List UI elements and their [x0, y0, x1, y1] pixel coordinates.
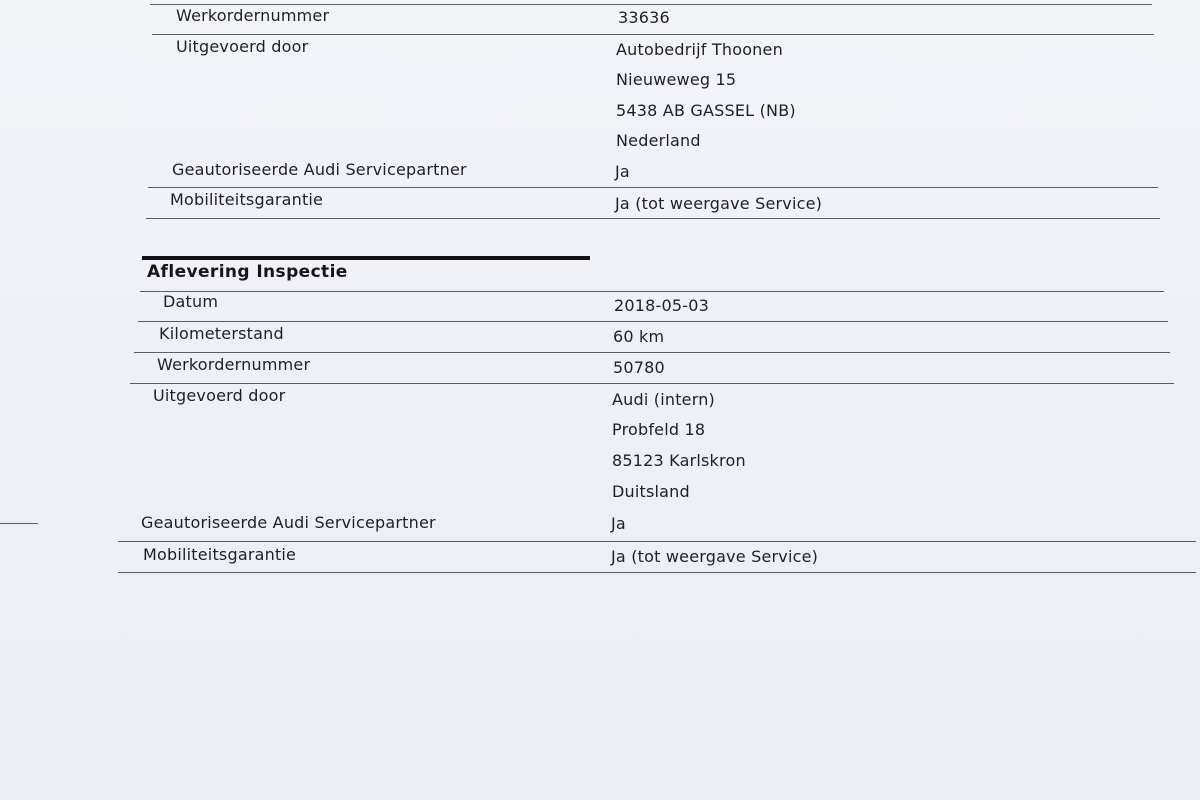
row-divider — [130, 383, 1174, 384]
row-divider — [118, 541, 1196, 542]
label-uitgevoerd-door-2: Uitgevoerd door — [153, 386, 286, 405]
label-servicepartner-2: Geautoriseerde Audi Servicepartner — [141, 513, 436, 532]
value-uitgevoerd-door-line3: 5438 AB GASSEL (NB) — [616, 101, 796, 120]
value-kilometerstand: 60 km — [613, 327, 665, 346]
value-uitgevoerd-door-line4: Nederland — [616, 131, 701, 150]
value-uitgevoerd-door-line1: Autobedrijf Thoonen — [616, 40, 783, 59]
row-divider — [150, 4, 1152, 5]
label-uitgevoerd-door: Uitgevoerd door — [176, 37, 309, 56]
value-uitgevoerd-door-2-line2: Probfeld 18 — [612, 420, 706, 439]
value-mobiliteitsgarantie-2: Ja (tot weergave Service) — [611, 547, 819, 566]
value-werkordernummer: 33636 — [618, 8, 670, 27]
value-uitgevoerd-door-line2: Nieuweweg 15 — [616, 70, 737, 89]
section-title: Aflevering Inspectie — [147, 262, 348, 282]
value-werkordernummer-2: 50780 — [613, 358, 665, 377]
label-datum: Datum — [163, 292, 219, 311]
label-werkordernummer: Werkordernummer — [176, 6, 330, 25]
row-divider — [148, 187, 1158, 188]
row-divider — [134, 352, 1170, 353]
value-uitgevoerd-door-2-line4: Duitsland — [612, 482, 690, 501]
section-header-bar — [142, 256, 590, 260]
value-uitgevoerd-door-2-line1: Audi (intern) — [612, 390, 715, 409]
row-divider — [138, 321, 1168, 322]
value-servicepartner-2: Ja — [611, 514, 626, 533]
row-divider — [118, 572, 1196, 573]
row-divider — [0, 523, 38, 524]
row-divider — [140, 291, 1164, 292]
value-datum: 2018-05-03 — [614, 296, 709, 315]
value-servicepartner: Ja — [615, 162, 630, 181]
row-divider — [146, 218, 1160, 219]
value-mobiliteitsgarantie: Ja (tot weergave Service) — [615, 194, 823, 213]
row-divider — [152, 34, 1154, 35]
value-uitgevoerd-door-2-line3: 85123 Karlskron — [612, 451, 746, 470]
label-werkordernummer-2: Werkordernummer — [157, 355, 311, 374]
label-kilometerstand: Kilometerstand — [159, 324, 284, 343]
label-mobiliteitsgarantie: Mobiliteitsgarantie — [170, 190, 324, 209]
label-mobiliteitsgarantie-2: Mobiliteitsgarantie — [143, 545, 297, 564]
label-servicepartner: Geautoriseerde Audi Servicepartner — [172, 160, 467, 179]
